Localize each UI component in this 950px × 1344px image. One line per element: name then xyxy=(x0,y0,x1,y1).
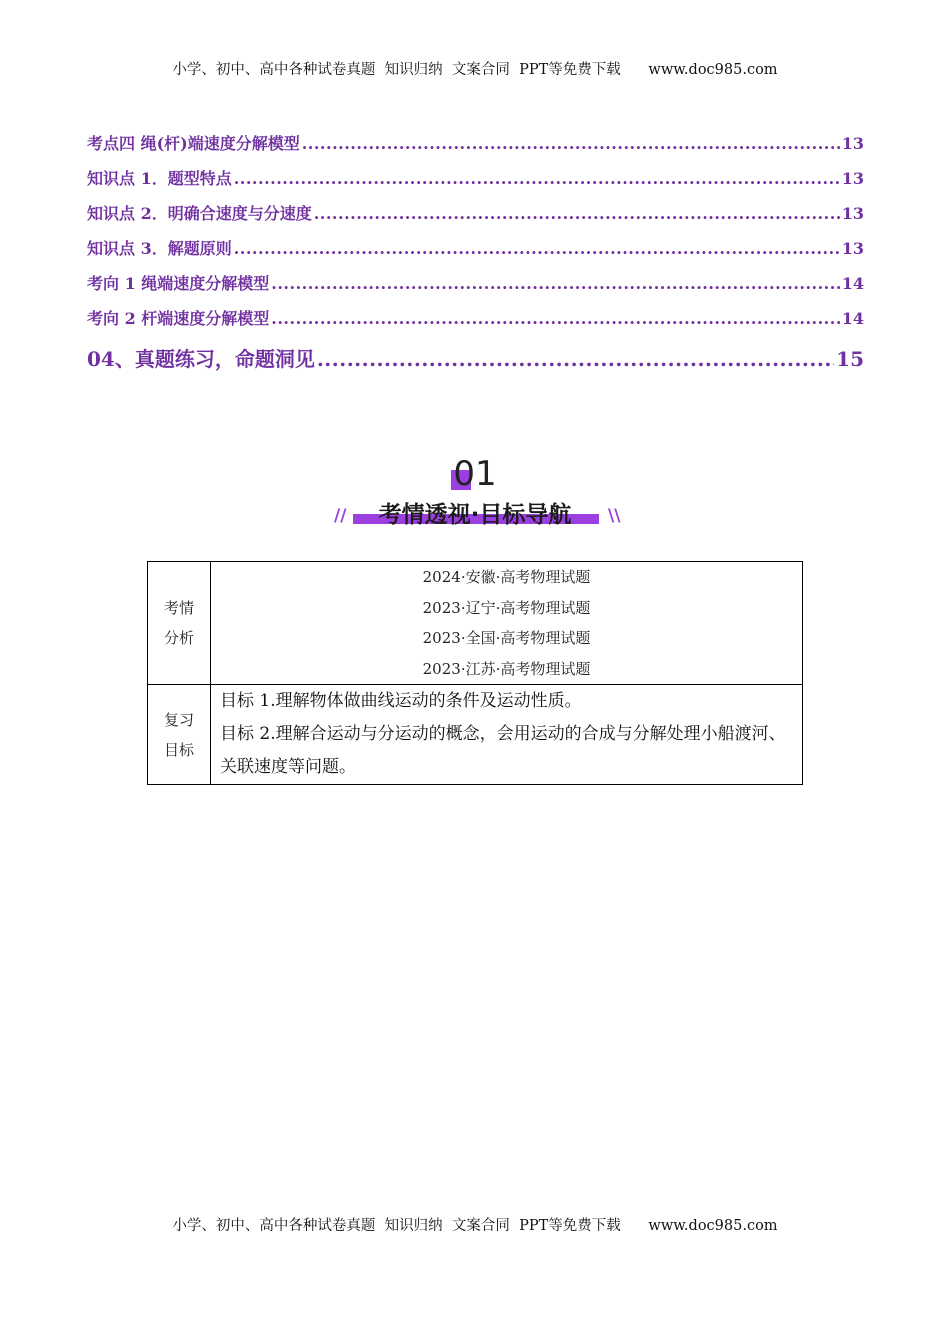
toc-leader-dots xyxy=(317,347,834,371)
toc-entry-page: 13 xyxy=(841,239,864,258)
goal-item: 目标 2.理解合运动与分运动的概念，会用运动的合成与分解处理小船渡河、关联速度等问题。 xyxy=(220,724,786,777)
goal-list-cell xyxy=(211,685,803,785)
toc-leader-dots xyxy=(234,169,840,188)
toc-leader-dots xyxy=(314,204,840,223)
table-of-contents xyxy=(87,131,864,383)
goal-item: 目标 1.理解物体做曲线运动的条件及运动性质。 xyxy=(220,691,582,711)
toc-entry[interactable] xyxy=(87,271,864,306)
toc-entry-title: 知识点 2．明确合速度与分速度 xyxy=(87,204,312,223)
slash-decoration-left: // xyxy=(334,506,347,526)
toc-entry[interactable] xyxy=(87,166,864,201)
exam-item: 2023·江苏·高考物理试题 xyxy=(422,659,591,678)
toc-entry[interactable] xyxy=(87,131,864,166)
toc-entry[interactable] xyxy=(87,201,864,236)
page-footer: 小学、初中、高中各种试卷真题 知识归纳 文案合同 PPT等免费下载 www.doc985.com xyxy=(172,1218,778,1234)
toc-entry-page: 14 xyxy=(841,274,864,293)
exam-item: 2023·全国·高考物理试题 xyxy=(422,629,591,647)
exam-item: 2024·安徽·高考物理试题 xyxy=(422,568,591,586)
toc-leader-dots xyxy=(234,239,840,258)
page-header: 小学、初中、高中各种试卷真题 知识归纳 文案合同 PPT等免费下载 www.doc985.com xyxy=(172,62,778,78)
toc-main-entry[interactable] xyxy=(87,343,864,383)
toc-entry-title: 考向 1 绳端速度分解模型 xyxy=(87,274,270,293)
slash-decoration-right: \\ xyxy=(608,506,621,526)
toc-entry-page: 14 xyxy=(841,309,864,328)
toc-entry-title: 知识点 1．题型特点 xyxy=(87,169,232,188)
toc-entry-page: 13 xyxy=(841,204,864,223)
toc-entry-title: 考向 2 杆端速度分解模型 xyxy=(87,309,270,328)
toc-main-page: 15 xyxy=(836,347,864,371)
toc-entry[interactable] xyxy=(87,306,864,341)
toc-leader-dots xyxy=(271,274,839,293)
toc-entry[interactable] xyxy=(87,236,864,271)
section-title: 考情透视·目标导航 xyxy=(378,502,572,528)
toc-entry-page: 13 xyxy=(841,134,864,153)
toc-leader-dots xyxy=(271,309,839,328)
exam-list-cell xyxy=(211,562,803,685)
table-row xyxy=(148,685,803,785)
review-goal-label: 复习 目标 xyxy=(148,685,211,785)
section-heading xyxy=(0,448,950,538)
section-number: 01 xyxy=(453,454,497,494)
toc-leader-dots xyxy=(302,134,840,153)
exam-goal-table xyxy=(147,561,803,785)
table-row xyxy=(148,562,803,685)
toc-entry-title: 考点四 绳(杆)端速度分解模型 xyxy=(87,134,300,153)
exam-item: 2023·辽宁·高考物理试题 xyxy=(422,598,591,617)
toc-main-title: 04、真题练习，命题洞见 xyxy=(87,347,315,371)
exam-analysis-label: 考情 分析 xyxy=(148,562,211,685)
toc-entry-title: 知识点 3．解题原则 xyxy=(87,239,232,258)
toc-entry-page: 13 xyxy=(841,169,864,188)
